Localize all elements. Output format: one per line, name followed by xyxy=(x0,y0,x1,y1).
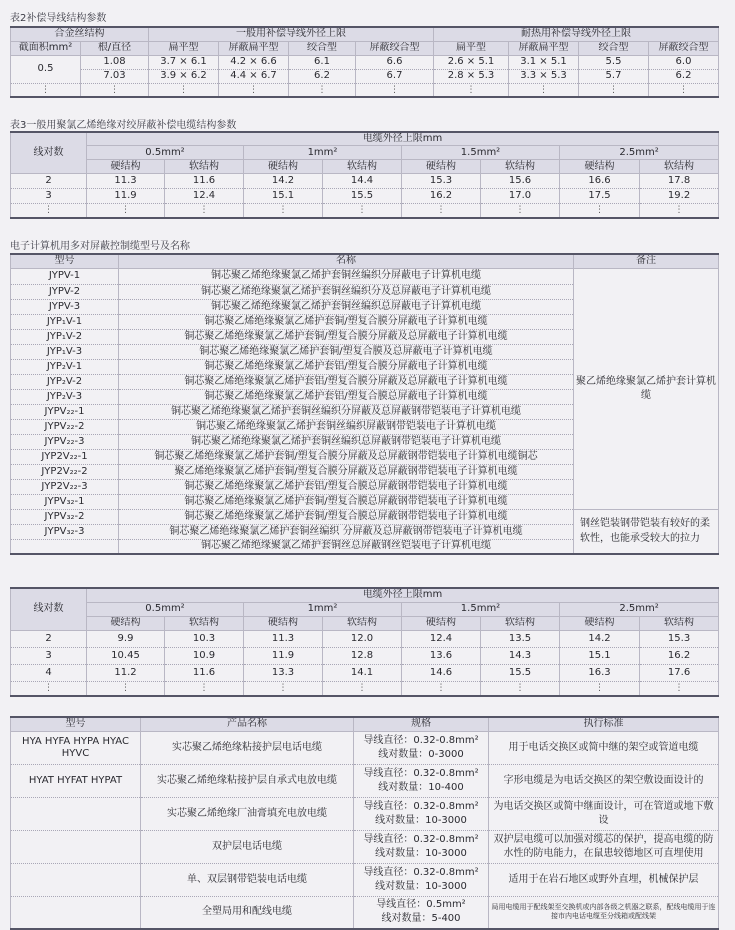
cell: 15.5 xyxy=(323,189,402,204)
ellipsis: ⋮ xyxy=(560,204,640,218)
table-row xyxy=(11,764,719,797)
outer-limit-header: 电缆外径上限mm xyxy=(87,132,719,146)
model-cell: JYPV₂₂-3 xyxy=(11,434,119,449)
spec-diameter: 导线直径：0.32-0.8mm² xyxy=(363,800,479,812)
spec-diameter: 导线直径：0.32-0.8mm² xyxy=(363,767,479,779)
ellipsis: ⋮ xyxy=(81,83,149,97)
cell: 2.8 × 5.3 xyxy=(434,69,509,83)
name-cell: 铜芯聚乙烯绝缘聚氯乙烯护套铜/塑复合膜分屏蔽及总屏蔽钢带铠装电子计算机电缆铜芯 xyxy=(119,449,574,464)
product-name-cell: 双护层电话电缆 xyxy=(141,830,354,863)
name-cell: 铜芯聚乙烯绝缘聚氯乙烯护套铝/塑复合膜总屏蔽电子计算机电缆 xyxy=(119,389,574,404)
spec-pairs: 线对数量：5-400 xyxy=(381,913,461,925)
table-row xyxy=(11,896,719,929)
ellipsis: ⋮ xyxy=(149,83,219,97)
table-row xyxy=(11,509,719,524)
cell: 6.6 xyxy=(356,55,434,69)
hard-header: 硬结构 xyxy=(244,616,323,630)
cell: 10.3 xyxy=(165,630,244,647)
spec-pairs: 线对数量：10-3000 xyxy=(375,880,467,892)
cell: 14.6 xyxy=(402,664,481,681)
cell: 3.1 × 5.1 xyxy=(509,55,579,69)
cell: 6.2 xyxy=(649,69,719,83)
spec-diameter: 导线直径：0.5mm² xyxy=(376,899,466,911)
spec-cell xyxy=(354,863,489,896)
cell: 15.3 xyxy=(640,630,719,647)
soft-header: 软结构 xyxy=(323,616,402,630)
col-header: 扁平型 xyxy=(434,41,509,55)
hard-header: 硬结构 xyxy=(560,160,640,174)
model-cell: JYP2V₂₂-3 xyxy=(11,479,119,494)
table-row xyxy=(11,69,719,83)
name-cell: 铜芯聚乙烯绝缘聚氯乙烯护套铜丝编织分屏蔽及总屏蔽钢带铠装电子计算机电缆 xyxy=(119,404,574,419)
cell: 17.5 xyxy=(560,189,640,204)
table-row xyxy=(11,189,719,204)
cell: 17.8 xyxy=(640,174,719,189)
model-cell: HYA HYFA HYPA HYAC HYVC xyxy=(11,731,141,764)
name-cell: 铜芯聚乙烯绝缘聚氯乙烯护套铜丝总屏蔽钢丝铠装电子计算机电缆 xyxy=(119,539,574,554)
ellipsis: ⋮ xyxy=(481,204,560,218)
cell: 10.9 xyxy=(165,647,244,664)
model-cell: JYP₂V-2 xyxy=(11,374,119,389)
standard-header: 执行标准 xyxy=(489,717,719,731)
model-cell: JYPV₃₂-3 xyxy=(11,524,119,539)
product-name-cell: 实芯聚乙烯绝缘粘接护层电话电缆 xyxy=(141,731,354,764)
cell: 14.2 xyxy=(560,630,640,647)
cell: 6.2 xyxy=(289,69,356,83)
col-header: 屏蔽扁平型 xyxy=(219,41,289,55)
name-cell: 聚乙烯绝缘聚氯乙烯护套铜/塑复合膜分屏蔽及总屏蔽钢带铠装电子计算机电缆 xyxy=(119,464,574,479)
spec-pairs: 线对数量：10-3000 xyxy=(375,814,467,826)
cell: 15.1 xyxy=(560,647,640,664)
cell: 15.5 xyxy=(481,664,560,681)
cell: 3.7 × 6.1 xyxy=(149,55,219,69)
spec-cell xyxy=(354,896,489,929)
table3 xyxy=(10,131,719,219)
cell: 17.0 xyxy=(481,189,560,204)
model-cell: JYPV-3 xyxy=(11,299,119,314)
cell: 11.9 xyxy=(244,647,323,664)
core-structure-header: 合金丝结构 xyxy=(11,27,149,41)
cell: 15.6 xyxy=(481,174,560,189)
table-row-ellipsis xyxy=(11,204,719,218)
product-name-cell: 单、双层钢带铠装电话电缆 xyxy=(141,863,354,896)
table-row xyxy=(11,830,719,863)
name-cell: 铜芯聚乙烯绝缘聚氯乙烯护套铜/塑复合膜分屏蔽及总屏蔽电子计算机电缆 xyxy=(119,329,574,344)
area-cell: 0.5 xyxy=(11,55,81,83)
model-cell: JYP₂V-1 xyxy=(11,359,119,374)
col-header: 绞合型 xyxy=(579,41,649,55)
model-cell: JYPV₃₂-1 xyxy=(11,494,119,509)
spec-header: 规格 xyxy=(354,717,489,731)
outer-limit-header: 电缆外径上限mm xyxy=(87,588,719,602)
ellipsis: ⋮ xyxy=(356,83,434,97)
table-row-ellipsis xyxy=(11,681,719,696)
note-header: 备注 xyxy=(574,254,719,268)
cell: 11.2 xyxy=(87,664,165,681)
table2 xyxy=(10,26,719,98)
model-cell: JYP2V₂₂-1 xyxy=(11,449,119,464)
table-row xyxy=(11,863,719,896)
model-cell: JYP₁V-3 xyxy=(11,344,119,359)
name-cell: 铜芯聚乙烯绝缘聚氯乙烯护套铜丝编织 分屏蔽及总屏蔽钢带铠装电子计算机电缆 xyxy=(119,524,574,539)
col-header: 屏蔽扁平型 xyxy=(509,41,579,55)
ellipsis: ⋮ xyxy=(87,204,165,218)
product-name-header: 产品名称 xyxy=(141,717,354,731)
ellipsis: ⋮ xyxy=(165,204,244,218)
cell: 15.1 xyxy=(244,189,323,204)
name-cell: 铜芯聚乙烯绝缘聚氯乙烯护套铜丝编织总屏蔽电子计算机电缆 xyxy=(119,299,574,314)
soft-header: 软结构 xyxy=(323,160,402,174)
pairs-cell: 3 xyxy=(11,647,87,664)
note-cell: 聚乙烯绝缘聚氯乙烯护套计算机缆 xyxy=(574,268,719,509)
model-cell xyxy=(11,896,141,929)
normal-outer-header: 一般用补偿导线外径上限 xyxy=(149,27,434,41)
cell: 16.2 xyxy=(640,647,719,664)
ellipsis: ⋮ xyxy=(244,681,323,696)
cell: 7.03 xyxy=(81,69,149,83)
model-cell xyxy=(11,863,141,896)
model-cell xyxy=(11,830,141,863)
spec-cell xyxy=(354,731,489,764)
soft-header: 软结构 xyxy=(640,616,719,630)
hard-header: 硬结构 xyxy=(402,616,481,630)
standard-cell: 适用于在岩石地区或野外直埋，机械保护层 xyxy=(489,863,719,896)
name-cell: 铜芯聚乙烯绝缘聚氯乙烯护套铜丝编织总屏蔽钢带铠装电子计算机电缆 xyxy=(119,434,574,449)
hard-header: 硬结构 xyxy=(87,616,165,630)
model-cell xyxy=(11,797,141,830)
col-header: 屏蔽绞合型 xyxy=(356,41,434,55)
cell: 1.08 xyxy=(81,55,149,69)
cell: 11.6 xyxy=(165,174,244,189)
heat-outer-header: 耐热用补偿导线外径上限 xyxy=(434,27,719,41)
model-cell: JYP2V₂₂-2 xyxy=(11,464,119,479)
pairs-cell: 2 xyxy=(11,174,87,189)
spec-cell xyxy=(354,797,489,830)
model-cell: JYPV-1 xyxy=(11,268,119,284)
soft-header: 软结构 xyxy=(165,160,244,174)
cell: 14.2 xyxy=(244,174,323,189)
cell: 4.2 × 6.6 xyxy=(219,55,289,69)
ellipsis: ⋮ xyxy=(434,83,509,97)
ellipsis: ⋮ xyxy=(640,681,719,696)
cell: 12.4 xyxy=(402,630,481,647)
hard-header: 硬结构 xyxy=(244,160,323,174)
model-cell: JYP₁V-2 xyxy=(11,329,119,344)
table-row xyxy=(11,797,719,830)
cell: 14.1 xyxy=(323,664,402,681)
col-header: 根/直径 xyxy=(81,41,149,55)
name-cell: 铜芯聚乙烯绝缘聚氯乙烯护套铝/塑复合膜分屏蔽及总屏蔽电子计算机电缆 xyxy=(119,374,574,389)
ellipsis: ⋮ xyxy=(87,681,165,696)
name-cell: 铜芯聚乙烯绝缘聚氯乙烯护套铜/塑复合膜总屏蔽钢带铠装电子计算机电缆 xyxy=(119,509,574,524)
name-cell: 铜芯聚乙烯绝缘聚氯乙烯护套铜丝编织屏蔽钢带铠装电子计算机电缆 xyxy=(119,419,574,434)
spec-pairs: 线对数量：10-400 xyxy=(378,781,464,793)
ellipsis: ⋮ xyxy=(11,681,87,696)
standard-cell: 双护层电缆可以加强对缆芯的保护，提高电缆的防水性的防电能力，在鼠患较德地区可直埋使用 xyxy=(489,830,719,863)
model-cell: JYP₂V-3 xyxy=(11,389,119,404)
ellipsis: ⋮ xyxy=(11,204,87,218)
cell: 3.3 × 5.3 xyxy=(509,69,579,83)
spec-cell xyxy=(354,764,489,797)
product-name-cell: 全塑局用和配线电缆 xyxy=(141,896,354,929)
soft-header: 软结构 xyxy=(640,160,719,174)
standard-cell: 为电话交换区或简中继面设计，可在管道或地下敷设 xyxy=(489,797,719,830)
cell: 16.6 xyxy=(560,174,640,189)
size-header: 2.5mm² xyxy=(560,602,719,616)
cell: 10.45 xyxy=(87,647,165,664)
cell: 6.0 xyxy=(649,55,719,69)
size-header: 1.5mm² xyxy=(402,146,560,160)
pairs-cell: 4 xyxy=(11,664,87,681)
ellipsis: ⋮ xyxy=(560,681,640,696)
model-header: 型号 xyxy=(11,717,141,731)
cell: 4.4 × 6.7 xyxy=(219,69,289,83)
ellipsis: ⋮ xyxy=(509,83,579,97)
ellipsis: ⋮ xyxy=(323,204,402,218)
ellipsis: ⋮ xyxy=(402,681,481,696)
ellipsis: ⋮ xyxy=(165,681,244,696)
model-cell xyxy=(11,539,119,554)
size-header: 0.5mm² xyxy=(87,146,244,160)
cell: 13.6 xyxy=(402,647,481,664)
ellipsis: ⋮ xyxy=(579,83,649,97)
size-header: 2.5mm² xyxy=(560,146,719,160)
standard-cell: 字形电缆是为电话交换区的架空敷设面设计的 xyxy=(489,764,719,797)
name-header: 名称 xyxy=(119,254,574,268)
table2-caption: 表2补偿导线结构参数 xyxy=(10,13,107,24)
table-row xyxy=(11,731,719,764)
name-cell: 铜芯聚乙烯绝缘聚氯乙烯护套铜丝编织分屏蔽电子计算机电缆 xyxy=(119,268,574,284)
table-row-ellipsis xyxy=(11,83,719,97)
cell: 16.2 xyxy=(402,189,481,204)
soft-header: 软结构 xyxy=(481,160,560,174)
cell: 2.6 × 5.1 xyxy=(434,55,509,69)
cell: 19.2 xyxy=(640,189,719,204)
ellipsis: ⋮ xyxy=(649,83,719,97)
cell: 12.4 xyxy=(165,189,244,204)
spec-diameter: 导线直径：0.32-0.8mm² xyxy=(363,866,479,878)
table-row xyxy=(11,55,719,69)
cell: 13.5 xyxy=(481,630,560,647)
note-cell: 钢丝铠装钢带铠装有较好的柔软性，也能承受较大的拉力 xyxy=(574,509,719,554)
col-header: 截面积mm² xyxy=(11,41,81,55)
model-cell: JYPV-2 xyxy=(11,284,119,299)
model-cell: HYAT HYFAT HYPAT xyxy=(11,764,141,797)
table-row xyxy=(11,630,719,647)
hard-header: 硬结构 xyxy=(87,160,165,174)
col-header: 绞合型 xyxy=(289,41,356,55)
spec-pairs: 线对数量：10-3000 xyxy=(375,847,467,859)
ellipsis: ⋮ xyxy=(481,681,560,696)
spec-diameter: 导线直径：0.32-0.8mm² xyxy=(363,734,479,746)
ellipsis: ⋮ xyxy=(640,204,719,218)
cell: 13.3 xyxy=(244,664,323,681)
ellipsis: ⋮ xyxy=(402,204,481,218)
spec-pairs: 线对数量：0-3000 xyxy=(378,748,464,760)
pairs-cell: 2 xyxy=(11,630,87,647)
soft-header: 软结构 xyxy=(165,616,244,630)
ellipsis: ⋮ xyxy=(219,83,289,97)
col-header: 扁平型 xyxy=(149,41,219,55)
cell: 16.3 xyxy=(560,664,640,681)
name-cell: 铜芯聚乙烯绝缘聚氯乙烯护套铝/塑复合膜总屏蔽钢带铠装电子计算机电缆 xyxy=(119,479,574,494)
hard-header: 硬结构 xyxy=(402,160,481,174)
pairs-header: 线对数 xyxy=(11,588,87,630)
cell: 6.7 xyxy=(356,69,434,83)
product-name-cell: 实芯聚乙烯绝缘粘接护层自承式电放电缆 xyxy=(141,764,354,797)
hard-header: 硬结构 xyxy=(560,616,640,630)
name-cell: 铜芯聚乙烯绝缘聚氯乙烯护套铜/塑复合膜及总屏蔽电子计算机电缆 xyxy=(119,344,574,359)
cell: 11.9 xyxy=(87,189,165,204)
cell: 6.1 xyxy=(289,55,356,69)
cell: 12.0 xyxy=(323,630,402,647)
size-header: 0.5mm² xyxy=(87,602,244,616)
size-header: 1.5mm² xyxy=(402,602,560,616)
table3-caption: 表3一般用聚氯乙烯绝缘对绞屏蔽补偿电缆结构参数 xyxy=(10,120,237,131)
name-cell: 铜芯聚乙烯绝缘聚氯乙烯护套铝/塑复合膜分屏蔽电子计算机电缆 xyxy=(119,359,574,374)
table-row xyxy=(11,664,719,681)
table4-caption: 电子计算机用多对屏蔽控制缆型号及名称 xyxy=(10,241,190,252)
name-cell: 铜芯聚乙烯绝缘聚氯乙烯护套铜/塑复合膜分屏蔽电子计算机电缆 xyxy=(119,314,574,329)
cell: 11.3 xyxy=(87,174,165,189)
ellipsis: ⋮ xyxy=(289,83,356,97)
pairs-header: 线对数 xyxy=(11,132,87,174)
product-name-cell: 实芯聚乙烯绝缘厂油膏填充电放电缆 xyxy=(141,797,354,830)
cell: 12.8 xyxy=(323,647,402,664)
table5 xyxy=(10,587,719,697)
table-row xyxy=(11,647,719,664)
cell: 9.9 xyxy=(87,630,165,647)
table4 xyxy=(10,253,719,555)
table-row xyxy=(11,268,719,284)
cell: 11.6 xyxy=(165,664,244,681)
soft-header: 软结构 xyxy=(481,616,560,630)
cell: 14.4 xyxy=(323,174,402,189)
cell: 3.9 × 6.2 xyxy=(149,69,219,83)
pairs-cell: 3 xyxy=(11,189,87,204)
table-row xyxy=(11,174,719,189)
spec-diameter: 导线直径：0.32-0.8mm² xyxy=(363,833,479,845)
ellipsis: ⋮ xyxy=(244,204,323,218)
cell: 5.5 xyxy=(579,55,649,69)
name-cell: 铜芯聚乙烯绝缘聚氯乙烯护套铜丝编织分及总屏蔽电子计算机电缆 xyxy=(119,284,574,299)
cell: 15.3 xyxy=(402,174,481,189)
model-cell: JYPV₂₂-2 xyxy=(11,419,119,434)
model-cell: JYP₁V-1 xyxy=(11,314,119,329)
cell: 5.7 xyxy=(579,69,649,83)
standard-cell: 局用电缆用于配线架至交换机或内部各级之机器之联系，配线电缆用于连接市内电话电缆至分线箱或配线架 xyxy=(489,896,719,929)
name-cell: 铜芯聚乙烯绝缘聚氯乙烯护套铜/塑复合膜总屏蔽钢带铠装电子计算机电缆 xyxy=(119,494,574,509)
cell: 14.3 xyxy=(481,647,560,664)
table6 xyxy=(10,716,719,930)
size-header: 1mm² xyxy=(244,146,402,160)
ellipsis: ⋮ xyxy=(323,681,402,696)
size-header: 1mm² xyxy=(244,602,402,616)
model-cell: JYPV₂₂-1 xyxy=(11,404,119,419)
cell: 17.6 xyxy=(640,664,719,681)
ellipsis: ⋮ xyxy=(11,83,81,97)
model-header: 型号 xyxy=(11,254,119,268)
spec-cell xyxy=(354,830,489,863)
col-header: 屏蔽绞合型 xyxy=(649,41,719,55)
cell: 11.3 xyxy=(244,630,323,647)
standard-cell: 用于电话交换区或简中继的架空或管道电缆 xyxy=(489,731,719,764)
model-cell: JYPV₃₂-2 xyxy=(11,509,119,524)
